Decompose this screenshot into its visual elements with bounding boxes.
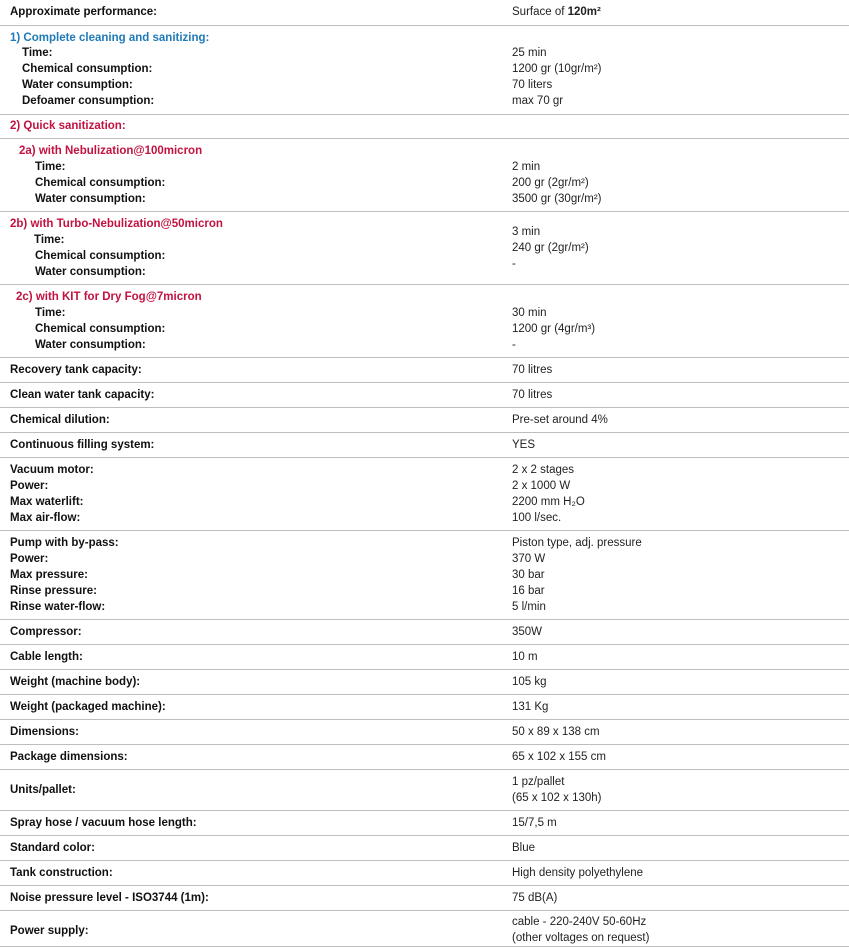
spec-value: 240 gr (2gr/m²) (512, 242, 589, 254)
spec-row-compressor (0, 619, 849, 645)
spec-label: Spray hose / vacuum hose length: (10, 817, 197, 829)
spec-row-dry-fog (0, 284, 849, 358)
spec-value: 370 W (512, 553, 546, 565)
spec-value: 65 x 102 x 155 cm (512, 751, 606, 763)
spec-label: Max air-flow: (10, 512, 81, 524)
spec-value: cable - 220-240V 50-60Hz (512, 916, 647, 928)
spec-row-chemical-dilution (0, 407, 849, 433)
spec-value: YES (512, 439, 536, 451)
section-title: 2a) with Nebulization@100micron (19, 145, 203, 157)
spec-value: Piston type, adj. pressure (512, 537, 642, 549)
section-title: 2) Quick sanitization: (10, 120, 126, 132)
spec-label: Compressor: (10, 626, 82, 638)
spec-label: Power: (10, 553, 49, 565)
spec-row-weight-body (0, 669, 849, 695)
section-title: 1) Complete cleaning and sanitizing: (10, 32, 210, 44)
spec-label: Clean water tank capacity: (10, 389, 155, 401)
spec-label: Tank construction: (10, 867, 113, 879)
spec-label: Standard color: (10, 842, 95, 854)
spec-label: Approximate performance: (10, 6, 157, 18)
spec-label: Continuous filling system: (10, 439, 155, 451)
spec-label: Power supply: (10, 925, 89, 937)
spec-row-quick-sanitization (0, 114, 849, 139)
spec-row-complete-cleaning (0, 25, 849, 115)
spec-value: 105 kg (512, 676, 547, 688)
spec-row-turbo-nebulization (0, 211, 849, 285)
spec-row-dimensions (0, 719, 849, 745)
spec-value: 15/7,5 m (512, 817, 557, 829)
spec-label: Time: (35, 161, 66, 173)
spec-value: 50 x 89 x 138 cm (512, 726, 600, 738)
spec-value: 2 min (512, 161, 541, 173)
spec-label: Chemical consumption: (35, 177, 166, 189)
spec-label: Package dimensions: (10, 751, 128, 763)
spec-value: 30 min (512, 307, 547, 319)
spec-row-nebulization (0, 138, 849, 212)
spec-row-standard-color (0, 835, 849, 861)
spec-value: 5 l/min (512, 601, 546, 613)
value-bold: 120m² (567, 6, 601, 18)
spec-label: Max pressure: (10, 569, 88, 581)
spec-label: Chemical consumption: (35, 250, 166, 262)
spec-label: Pump with by-pass: (10, 537, 119, 549)
spec-value: 75 dB(A) (512, 892, 558, 904)
spec-label: Noise pressure level - ISO3744 (1m): (10, 892, 209, 904)
spec-row-recovery-tank (0, 357, 849, 383)
spec-value: High density polyethylene (512, 867, 644, 879)
spec-label: Water consumption: (35, 266, 146, 278)
spec-label: Rinse water-flow: (10, 601, 106, 613)
spec-value: 2 x 2 stages (512, 464, 575, 476)
spec-row-tank-construction (0, 860, 849, 886)
spec-value: max 70 gr (512, 95, 564, 107)
spec-row-package-dimensions (0, 744, 849, 770)
spec-value: 10 m (512, 651, 538, 663)
spec-label: Dimensions: (10, 726, 80, 738)
spec-value: 2200 mm H₂O (512, 496, 585, 508)
spec-value: - (512, 339, 516, 351)
spec-value: (other voltages on request) (512, 932, 650, 944)
spec-value: 350W (512, 626, 543, 638)
spec-label: Defoamer consumption: (22, 95, 155, 107)
spec-value: 1 pz/pallet (512, 776, 565, 788)
spec-label: Chemical consumption: (22, 63, 153, 75)
spec-label: Weight (packaged machine): (10, 701, 166, 713)
spec-value: 131 Kg (512, 701, 549, 713)
spec-label: Power: (10, 480, 49, 492)
spec-value: 1200 gr (10gr/m²) (512, 63, 602, 75)
spec-row-cable-length (0, 644, 849, 670)
section-title: 2c) with KIT for Dry Fog@7micron (16, 291, 202, 303)
spec-value: 70 litres (512, 389, 553, 401)
spec-label: Weight (machine body): (10, 676, 141, 688)
spec-label: Rinse pressure: (10, 585, 97, 597)
spec-value: 16 bar (512, 585, 545, 597)
spec-label: Cable length: (10, 651, 83, 663)
section-title: 2b) with Turbo-Nebulization@50micron (10, 218, 223, 230)
spec-row-vacuum-motor (0, 457, 849, 531)
spec-value: 200 gr (2gr/m²) (512, 177, 589, 189)
spec-value: 100 l/sec. (512, 512, 562, 524)
spec-row-power-supply (0, 910, 849, 947)
spec-row-performance (0, 0, 849, 26)
spec-label: Units/pallet: (10, 784, 76, 796)
spec-value: 25 min (512, 47, 547, 59)
spec-label: Chemical consumption: (35, 323, 166, 335)
spec-row-weight-packaged (0, 694, 849, 720)
spec-row-pump (0, 530, 849, 620)
spec-row-hose-length (0, 810, 849, 836)
spec-value: 70 litres (512, 364, 553, 376)
spec-label: Recovery tank capacity: (10, 364, 142, 376)
spec-value: - (512, 258, 516, 270)
spec-row-clean-water-tank (0, 382, 849, 408)
spec-label: Water consumption: (22, 79, 133, 91)
spec-label: Vacuum motor: (10, 464, 94, 476)
spec-label: Time: (22, 47, 53, 59)
spec-row-units-pallet (0, 769, 849, 811)
spec-value: 3500 gr (30gr/m²) (512, 193, 602, 205)
spec-value (512, 4, 601, 20)
spec-row-continuous-filling (0, 432, 849, 458)
spec-label: Water consumption: (35, 193, 146, 205)
spec-value: (65 x 102 x 130h) (512, 792, 602, 804)
spec-label: Max waterlift: (10, 496, 84, 508)
spec-label: Time: (34, 234, 65, 246)
spec-label: Time: (35, 307, 66, 319)
value-prefix: Surface of (512, 6, 565, 18)
spec-value: Pre-set around 4% (512, 414, 608, 426)
spec-label: Water consumption: (35, 339, 146, 351)
spec-value: 30 bar (512, 569, 545, 581)
spec-value: Blue (512, 842, 536, 854)
spec-label: Chemical dilution: (10, 414, 110, 426)
spec-value: 70 liters (512, 79, 553, 91)
spec-value: 3 min (512, 226, 541, 238)
spec-value: 1200 gr (4gr/m³) (512, 323, 596, 335)
spec-value: 2 x 1000 W (512, 480, 571, 492)
spec-row-noise-level (0, 885, 849, 911)
